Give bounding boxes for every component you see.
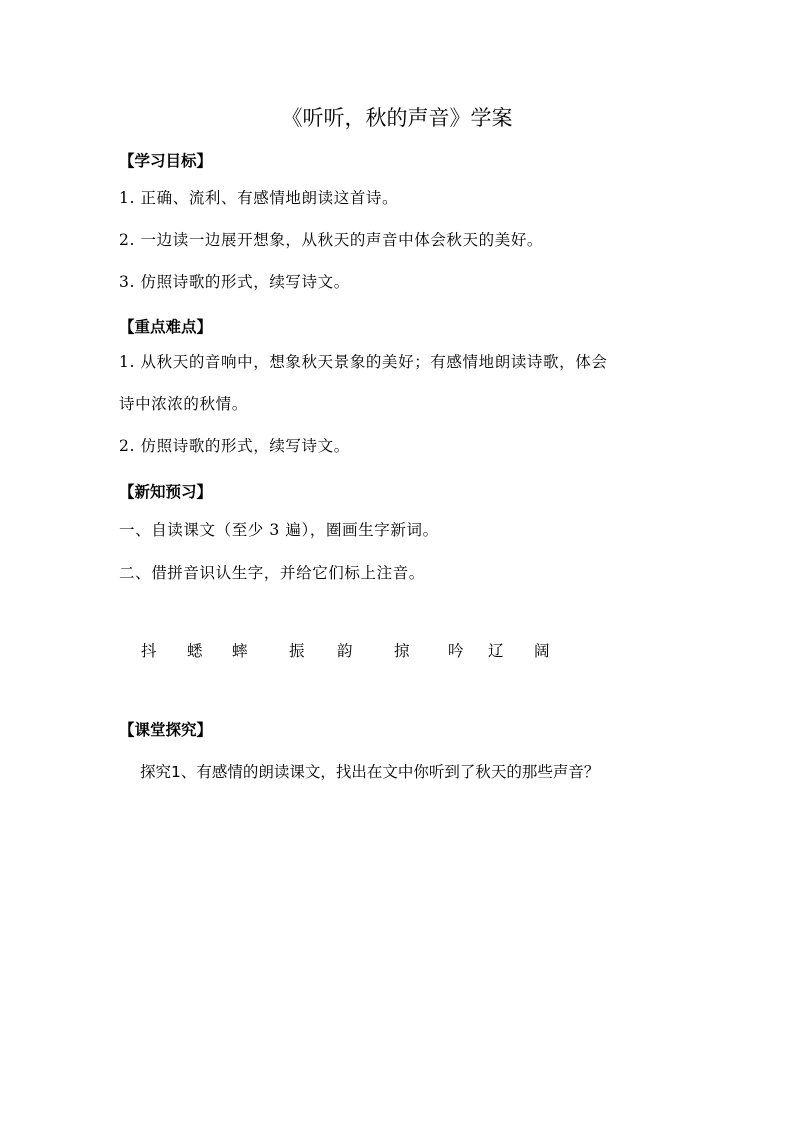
preview-item-1: 一、自读课文（至少 3 遍），圈画生字新词。 <box>119 521 439 539</box>
objective-item-2: 2. 一边读一边展开想象，从秋天的声音中体会秋天的美好。 <box>119 231 544 249</box>
page-title: 《听听，秋的声音》学案 <box>281 106 513 130</box>
new-character: 蟀 <box>232 642 248 660</box>
preview-heading: 【新知预习】 <box>119 483 213 501</box>
new-character: 掠 <box>394 642 410 660</box>
classroom-heading: 【课堂探究】 <box>119 721 213 739</box>
new-character: 振 <box>289 642 305 660</box>
objectives-heading: 【学习目标】 <box>119 152 213 170</box>
new-character: 蟋 <box>187 642 203 660</box>
objective-item-3: 3. 仿照诗歌的形式，续写诗文。 <box>119 273 350 291</box>
new-character: 韵 <box>337 642 353 660</box>
new-character: 阔 <box>534 642 550 660</box>
new-character: 抖 <box>141 642 157 660</box>
key-point-item-2: 2. 仿照诗歌的形式，续写诗文。 <box>119 437 350 455</box>
key-point-item-1-line-2: 诗中浓浓的秋情。 <box>119 395 248 413</box>
new-character: 辽 <box>488 642 504 660</box>
new-character: 吟 <box>448 642 464 660</box>
key-point-item-1-line-1: 1. 从秋天的音响中，想象秋天景象的美好；有感情地朗读诗歌，体会 <box>119 353 608 371</box>
key-points-heading: 【重点难点】 <box>119 318 213 336</box>
inquiry-item-1: 探究1、有感情的朗读课文，找出在文中你听到了秋天的那些声音？ <box>140 763 600 781</box>
preview-item-2: 二、借拼音识认生字，并给它们标上注音。 <box>119 564 425 582</box>
objective-item-1: 1. 正确、流利、有感情地朗读这首诗。 <box>119 189 399 207</box>
